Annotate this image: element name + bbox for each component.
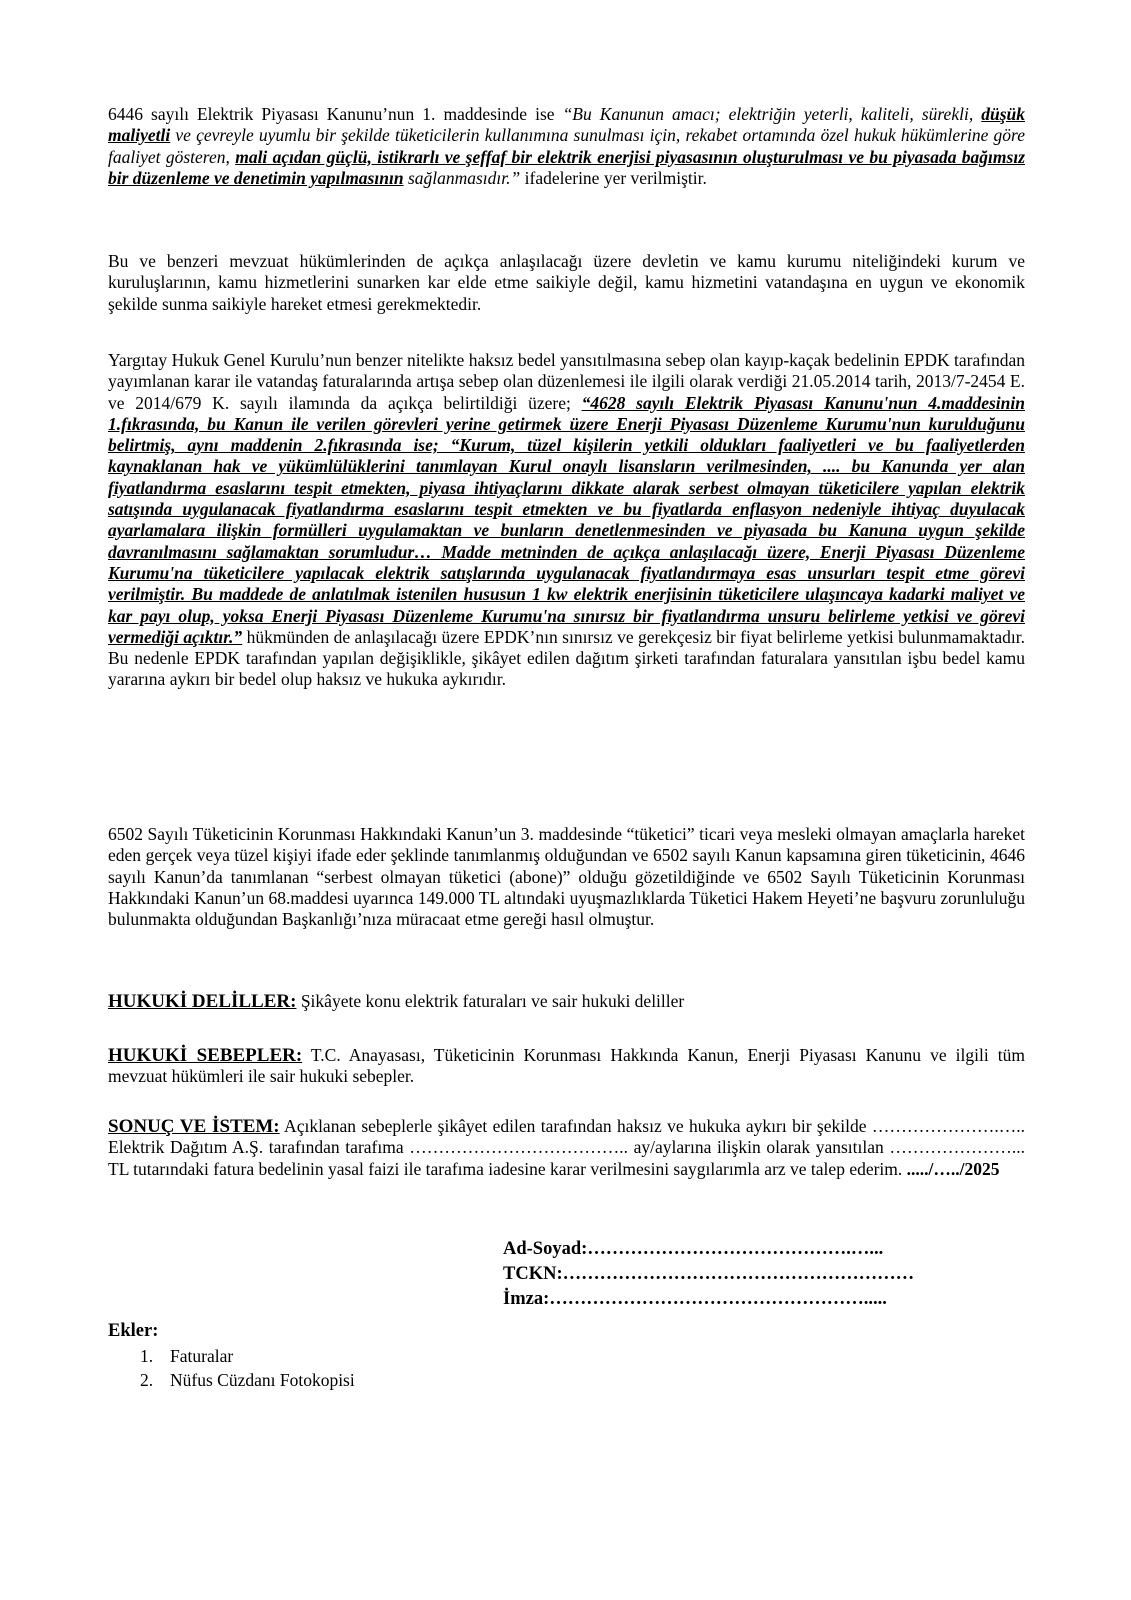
- quote-emphasis-low-cost: düşük maliyetli: [108, 104, 1026, 146]
- list-item: [140, 1344, 355, 1368]
- paragraph-public-service: [108, 251, 1025, 315]
- court-quote: “4628 sayılı Elektrik Piyasası Kanunu'nun 4.maddesinin 1.fıkrasında, bu Kanun ile verilen görevleri yerine getirmek üzere Enerji Piyasası Düzenleme Kurumu'nun kurulduğunu belirtmiş, aynı maddenin 2.fıkrasında ise; “Kurum, tüzel kişilerin yetkili oldukları faaliyetleri ve bu faaliyetlerden kaynaklanan hak ve yükümlülüklerini tanımlayan Kurul onaylı lisansların verilmesinden, .... bu Kanunda yer alan fiyatlandırma esaslarını tespit etmekten, piyasa ihtiyaçlarını dikkate alarak serbest olmayan tüketicilere yapılan elektrik satışında uygulanacak fiyatlandırma esaslarını tespit etmekten ve bu fiyatlarda enflasyon nedeniyle ihtiyaç duyulacak ayarlamalara ilişkin formülleri uygulamaktan ve bunların denetlenmesinden ve piyasada bu Kanuna uygun şekilde davranılmasını sağlamaktan sorumludur… Madde metninden de açıkça anlaşılacağı üzere, Enerji Piyasası Düzenleme Kurumu'na tüketicilere yapılacak elektrik satışlarında uygulanacak fiyatlandırmaya esas unsurları tespit etme görevi verilmiştir. Bu maddede de anlatılmak istenilen hususun 1 kw elektrik enerjisinin tüketicilere ulaşıncaya kadarki maliyet ve kar payı olup, yoksa Enerji Piyasası Düzenleme Kurumu'na sınırsız bir fiyatlandırma unsuru belirleme yetkisi ve görevi vermediği açıktır.”: [108, 392, 1025, 647]
- section-text: [108, 1116, 1025, 1180]
- quote-part-2: ve çevreyle uyumlu bir şekilde tüketicilerin kullanımına sunulması için, rekabet ortamında özel hukuk hükümlerine göre faaliyet gösteren,: [108, 125, 1025, 167]
- attachments-title: Ekler:: [108, 1321, 159, 1341]
- list-item: [140, 1368, 355, 1392]
- section-heading: HUKUKİ DELİLLER:: [108, 991, 297, 1012]
- paragraph-intro: 6446 sayılı Elektrik Piyasası Kanunu’nun 1. maddesinde ise: [108, 104, 563, 124]
- paragraph-text: [108, 104, 1025, 189]
- section-body: Şikâyete konu elektrik faturaları ve sair hukuki deliller: [296, 991, 685, 1011]
- signature-name-line: Ad-Soyad:…………………………………….…...: [503, 1239, 884, 1259]
- section-body: T.C. Anayasası, Tüketicinin Korunması Hakkında Kanun, Enerji Piyasası Kanunu ve ilgili tüm mevzuat hükümleri ile sair hukuki sebepler.: [108, 1045, 1025, 1087]
- list-item-label: Nüfus Cüzdanı Fotokopisi: [170, 1370, 355, 1390]
- attachments-list: [140, 1344, 355, 1392]
- section-heading: HUKUKİ SEBEPLER:: [108, 1045, 303, 1066]
- paragraph-6446-law: [108, 104, 1025, 189]
- paragraph-conclusion: hükmünden de anlaşılacağı üzere EPDK’nın sınırsız ve gerekçesiz bir fiyat belirleme yetkisi bulunmamaktadır. Bu nedenle EPDK tarafından yapılan değişiklikle, şikâyet edilen dağıtım şirketi tarafından faturalara yansıtılan işbu bedel kamu yararına aykırı bir bedel olup haksız ve hukuka aykırıdır.: [108, 626, 1025, 690]
- section-text: [108, 991, 1025, 1012]
- section-body: Açıklanan sebeplerle şikâyet edilen tarafından haksız ve hukuka aykırı bir şekilde ………………….….. Elektrik Dağıtım A.Ş. tarafından tarafıma ……………………………….. ay/aylarına ilişkin olarak yansıtılan …………………... TL tutarındaki fatura bedelinin yasal faizi ile tarafıma iadesine karar verilmesini saygılarımla arz ve talep ederim.: [108, 1116, 1025, 1179]
- section-evidence: [108, 991, 1025, 1012]
- section-text: [108, 1045, 1025, 1088]
- paragraph-intro: Yargıtay Hukuk Genel Kurulu’nun benzer nitelikte haksız bedel yansıtılmasına sebep olan kayıp-kaçak bedelinin EPDK tarafından yayımlanan karar ile vatandaş faturalarında artışa sebep olan düzenlemesi ile ilgili olarak verdiği 21.05.2014 tarih, 2013/7-2454 E. ve 2014/679 K. sayılı ilamında da açıkça belirtildiği üzere;: [108, 350, 1025, 413]
- section-legal-grounds: [108, 1045, 1025, 1088]
- list-item-label: Faturalar: [170, 1346, 234, 1366]
- paragraph-text: Bu ve benzeri mevzuat hükümlerinden de açıkça anlaşılacağı üzere devletin ve kamu kurumu niteliğindeki kurum ve kuruluşlarının, kamu hizmetlerini sunarken kar elde etme saikiyle değil, kamu hizmetini vatandaşına en uygun ve ekonomik şekilde sunma saikiyle hareket etmesi gerekmektedir.: [108, 251, 1025, 314]
- list-item-number: 1.: [140, 1346, 154, 1366]
- section-heading: SONUÇ VE İSTEM:: [108, 1116, 280, 1137]
- paragraph-text: 6502 Sayılı Tüketicinin Korunması Hakkındaki Kanun’un 3. maddesinde “tüketici” ticari veya mesleki olmayan amaçlarla hareket eden gerçek veya tüzel kişiyi ifade eder şeklinde tanımlanmış olduğundan ve 6502 sayılı Kanun kapsamına giren tüketicinin, 4646 sayılı Kanun’da tanımlanan “serbest olmayan tüketici (abone)” olduğu gözetildiğinde ve 6502 Sayılı Tüketicinin Korunması Hakkındaki Kanun’un 68.maddesi uyarınca 149.000 TL altındaki uyuşmazlıklarda Tüketici Hakem Heyeti’ne başvuru zorunluluğu bulunmakta olduğundan Başkanlığı’nıza müracaat etme gereği hasıl olmuştur.: [108, 824, 1025, 930]
- paragraph-ending: ifadelerine yer verilmiştir.: [520, 167, 707, 188]
- signature-sign-line: İmza:…………………………………………….....: [503, 1289, 887, 1309]
- signature-block: [503, 1237, 1043, 1312]
- quote-part-3: sağlanmasıdır.”: [403, 167, 521, 188]
- quote-emphasis-market: mali açıdan güçlü, istikrarlı ve şeffaf bir elektrik enerjisi piyasasının oluşturulması ve bu piyasada bağımsız bir düzenleme ve denetimin yapılmasının: [108, 146, 1026, 188]
- paragraph-text: [108, 350, 1025, 691]
- signature-tckn-line: TCKN:…………………………………………………: [503, 1264, 915, 1284]
- paragraph-6502-law: [108, 824, 1025, 930]
- section-conclusion-request: [108, 1116, 1025, 1180]
- list-item-number: 2.: [140, 1370, 154, 1390]
- quote-part-1: “Bu Kanunun amacı; elektriğin yeterli, kaliteli, sürekli,: [562, 104, 982, 124]
- paragraph-yargitay-decision: [108, 350, 1025, 691]
- request-date: ...../…../2025: [906, 1158, 1000, 1179]
